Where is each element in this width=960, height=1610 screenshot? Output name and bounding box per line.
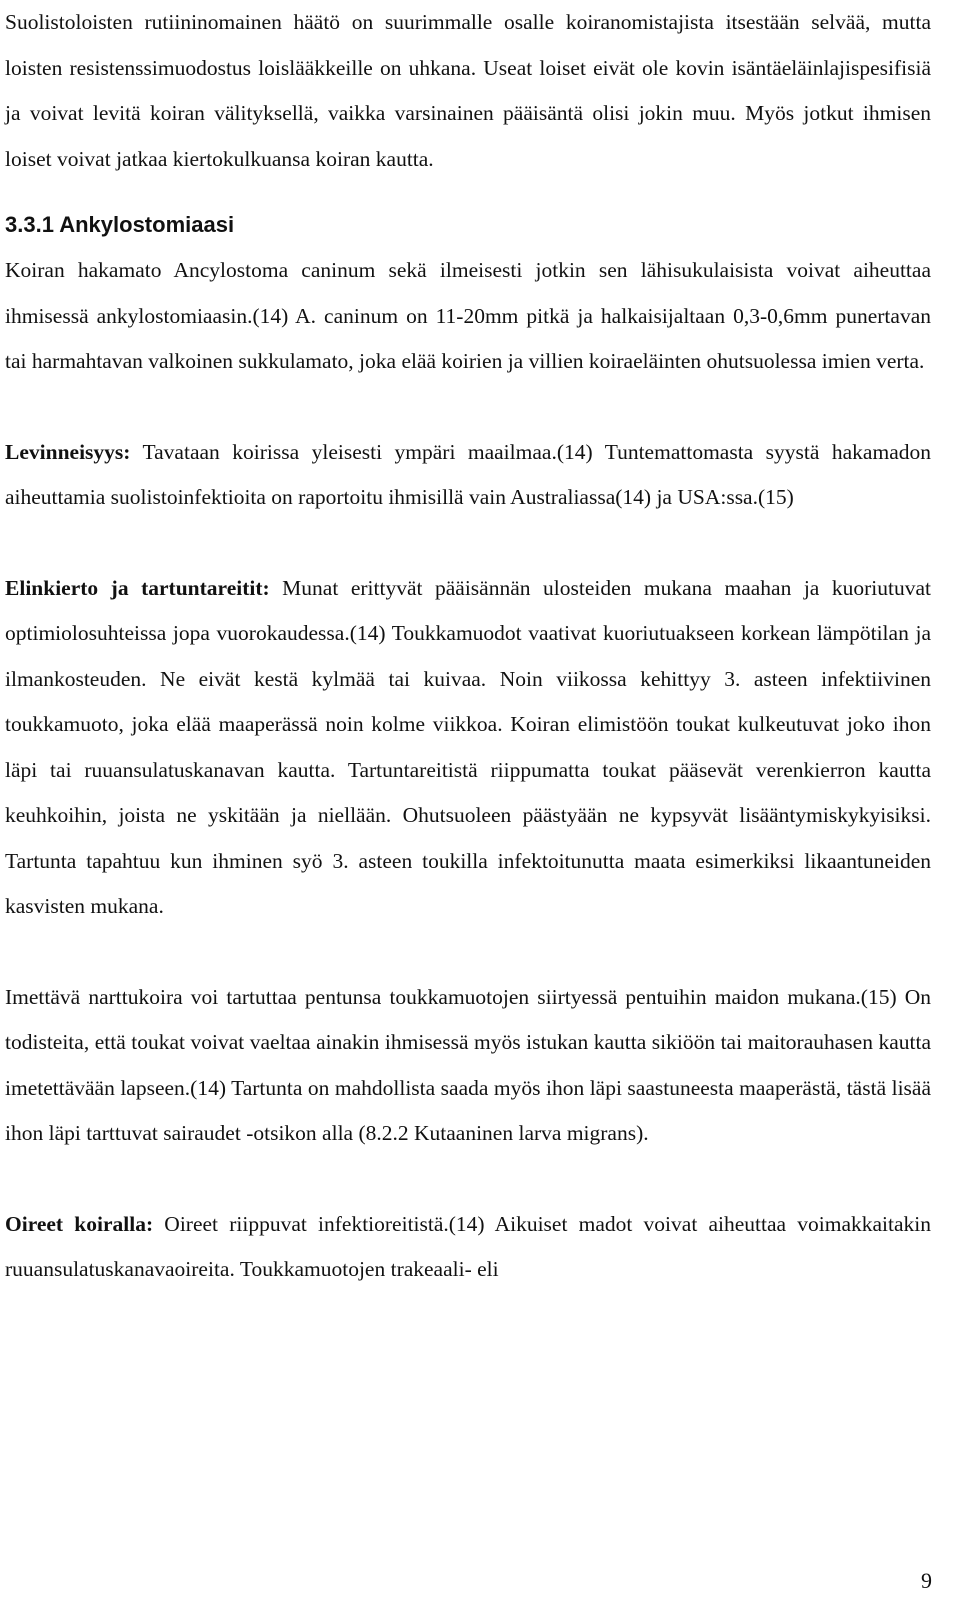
section-heading: 3.3.1 Ankylostomiaasi: [5, 212, 235, 237]
page-number: 9: [921, 1568, 932, 1593]
intro-paragraph: Suolistoloisten rutiininomainen häätö on suurimmalle osalle koiranomistajista itsestään selvää, mutta loisten resistenssimuodostus loislääkkeille on uhkana. Useat loiset eivät ole kovin isäntäeläinlajispesifisiä ja voivat levitä koiran välityksellä, vaikka varsinainen pääisäntä olisi jokin muu. Myös jotkut ihmisen loiset voivat jatkaa kiertokulkuansa koiran kautta.: [5, 10, 931, 171]
nursing-paragraph: Imettävä narttukoira voi tartuttaa pentunsa toukkamuotojen siirtyessä pentuihin maidon mukana.(15) On todisteita, että toukat voivat vaeltaa ainakin ihmisessä myös istukan kautta sikiöön tai maitorauhasen kautta imetettävään lapseen.(14) Tartunta on mahdollista saada myös ihon läpi saastuneesta maaperästä, tästä lisää ihon läpi tarttuvat sairaudet -otsikon alla (8.2.2 Kutaaninen larva migrans).: [5, 984, 931, 1145]
lifecycle-paragraph: [5, 566, 931, 930]
symptoms-text: Oireet riippuvat infektioreitistä.(14) Aikuiset madot voivat aiheuttaa voimakkaitakin ruuansulatuskanavaoireita. Toukkamuotojen trakeaali- eli: [5, 1211, 931, 1281]
document-page: [5, 0, 931, 1293]
lifecycle-text: Munat erittyvät pääisännän ulosteiden mukana maahan ja kuoriutuvat optimiolosuhteissa jopa vuorokaudessa.(14) Toukkamuodot vaativat kuoriutuakseen korkean lämpötilan ja ilmankosteuden. Ne eivät kestä kylmää tai kuivaa. Noin viikossa kehittyy 3. asteen infektiivinen toukkamuoto, joka elää maaperässä noin kolme viikkoa. Koiran elimistöön toukat kulkeutuvat joko ihon läpi tai ruuansulatuskanavan kautta. Tartuntareitistä riippumatta toukat pääsevät verenkierron kautta keuhkoihin, joista ne yskitään ja niellään. Ohutsuoleen päästyään ne kypsyvät lisääntymiskykyisiksi. Tartunta tapahtuu kun ihminen syö 3. asteen toukilla infektoitunutta maata esimerkiksi likaantuneiden kasvisten mukana.: [5, 575, 931, 918]
distribution-text: Tavataan koirissa yleisesti ympäri maailmaa.(14) Tuntemattomasta syystä hakamadon aiheuttamia suolistoinfektioita on raportoitu ihmisillä vain Australiassa(14) ja USA:ssa.(15): [5, 439, 931, 509]
distribution-label: Levinneisyys:: [5, 439, 131, 464]
lifecycle-label: Elinkierto ja tartuntareitit:: [5, 575, 270, 600]
distribution-paragraph: [5, 430, 931, 521]
section-description: Koiran hakamato Ancylostoma caninum sekä ilmeisesti jotkin sen lähisukulaisista voivat aiheuttaa ihmisessä ankylostomiaasin.(14) A. caninum on 11-20mm pitkä ja halkaisijaltaan 0,3-0,6mm punertavan tai harmahtavan valkoinen sukkulamato, joka elää koirien ja villien koiraeläinten ohutsuolessa imien verta.: [5, 258, 931, 373]
symptoms-paragraph: [5, 1202, 931, 1293]
symptoms-label: Oireet koiralla:: [5, 1211, 154, 1236]
